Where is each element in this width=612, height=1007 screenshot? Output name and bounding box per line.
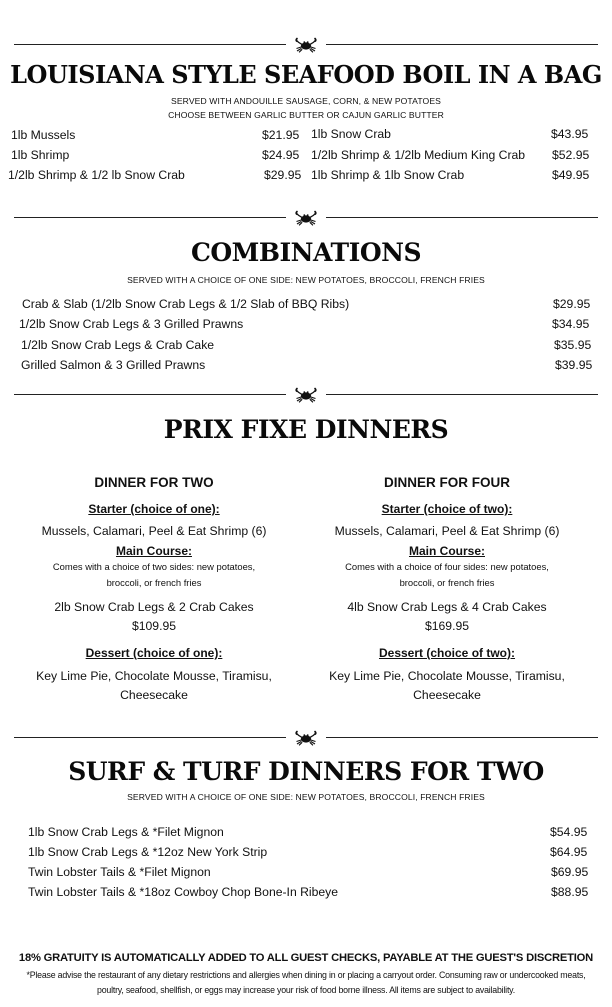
menu-item-name: Grilled Salmon & 3 Grilled Prawns xyxy=(21,358,206,372)
menu-item-name: 1lb Snow Crab Legs & *Filet Mignon xyxy=(28,825,224,839)
dinner-heading: DINNER FOR TWO xyxy=(94,475,214,490)
main-course-item: 2lb Snow Crab Legs & 2 Crab Cakes xyxy=(54,600,254,614)
divider-line xyxy=(326,737,598,738)
menu-item-name: 1lb Snow Crab xyxy=(311,127,391,141)
section-divider xyxy=(14,37,598,53)
menu-item-price: $29.95 xyxy=(553,297,591,311)
divider-line xyxy=(14,394,286,395)
section-divider xyxy=(14,387,598,403)
section-divider xyxy=(14,210,598,226)
menu-item-name: 1/2lb Snow Crab Legs & 3 Grilled Prawns xyxy=(19,317,244,331)
allergy-disclaimer: *Please advise the restaurant of any dietary restrictions and allergies when dining in or placing a carryout order. Consuming raw or undercooked meats, xyxy=(26,970,586,980)
menu-item-name: 1lb Shrimp & 1lb Snow Crab xyxy=(311,168,465,182)
menu-item-price: $69.95 xyxy=(551,865,589,879)
combinations-title: COMBINATIONS xyxy=(190,238,422,267)
dinner-for-two xyxy=(4,475,304,702)
dinner-heading: DINNER FOR FOUR xyxy=(384,475,510,490)
surf-turf-title: SURF & TURF DINNERS FOR TWO xyxy=(68,757,544,786)
starter-label: Starter (choice of two): xyxy=(381,502,513,516)
menu-item-name: 1lb Snow Crab Legs & *12oz New York Strip xyxy=(28,845,268,859)
boil-title: LOUISIANA STYLE SEAFOOD BOIL IN A BAG xyxy=(10,60,602,89)
section-divider xyxy=(14,730,598,746)
main-course-note: broccoli, or french fries xyxy=(106,577,202,588)
divider-line xyxy=(14,737,286,738)
divider-line xyxy=(326,394,598,395)
dinner-for-four xyxy=(297,475,597,702)
menu-item-price: $29.95 xyxy=(264,168,302,182)
menu-item-name: 1/2lb Shrimp & 1/2lb Medium King Crab xyxy=(311,148,526,162)
menu-item-name: Twin Lobster Tails & *18oz Cowboy Chop Bone-In Ribeye xyxy=(28,885,339,899)
menu-item-price: $88.95 xyxy=(551,885,589,899)
crab-icon xyxy=(293,729,319,746)
divider-line xyxy=(326,44,598,45)
starter-items: Mussels, Calamari, Peel & Eat Shrimp (6) xyxy=(334,524,560,538)
crab-icon xyxy=(293,209,319,226)
divider-line xyxy=(14,44,286,45)
dessert-label: Dessert (choice of two): xyxy=(378,646,516,660)
menu-item-name: 1/2lb Snow Crab Legs & Crab Cake xyxy=(21,338,215,352)
prix-fixe-title: PRIX FIXE DINNERS xyxy=(163,415,449,444)
main-course-note: broccoli, or french fries xyxy=(399,577,495,588)
dessert-label: Dessert (choice of one): xyxy=(85,646,223,660)
menu-item-price: $39.95 xyxy=(555,358,593,372)
dessert-items: Key Lime Pie, Chocolate Mousse, Tiramisu, xyxy=(329,669,565,683)
surf-turf-subtitle: SERVED WITH A CHOICE OF ONE SIDE: NEW POTATOES, BROCCOLI, FRENCH FRIES xyxy=(127,792,485,802)
starter-label: Starter (choice of one): xyxy=(88,502,220,516)
dessert-items: Key Lime Pie, Chocolate Mousse, Tiramisu, xyxy=(36,669,272,683)
main-course-item: 4lb Snow Crab Legs & 4 Crab Cakes xyxy=(347,600,547,614)
dinner-price: $169.95 xyxy=(424,619,470,633)
starter-items: Mussels, Calamari, Peel & Eat Shrimp (6) xyxy=(41,524,267,538)
menu-item-name: 1lb Mussels xyxy=(11,128,76,142)
boil-subtitle: SERVED WITH ANDOUILLE SAUSAGE, CORN, & NEW POTATOES xyxy=(171,96,441,106)
dinner-price: $109.95 xyxy=(131,619,177,633)
divider-line xyxy=(14,217,286,218)
allergy-disclaimer: poultry, seafood, shellfish, or eggs may increase your risk of food borne illness. All items are subject to availability. xyxy=(97,985,515,995)
menu-item-name: 1lb Shrimp xyxy=(11,148,70,162)
menu-item-price: $64.95 xyxy=(550,845,588,859)
main-course-note: Comes with a choice of two sides: new potatoes, xyxy=(52,561,256,572)
menu-item-name: Twin Lobster Tails & *Filet Mignon xyxy=(28,865,211,879)
combinations-subtitle: SERVED WITH A CHOICE OF ONE SIDE: NEW POTATOES, BROCCOLI, FRENCH FRIES xyxy=(127,275,485,285)
dessert-items: Cheesecake xyxy=(120,688,188,702)
menu-item-price: $21.95 xyxy=(262,128,300,142)
main-course-label: Main Course: xyxy=(408,544,485,558)
crab-icon xyxy=(293,36,319,53)
menu-item-price: $54.95 xyxy=(550,825,588,839)
menu-item-price: $24.95 xyxy=(262,148,300,162)
menu-item-price: $49.95 xyxy=(552,168,590,182)
divider-line xyxy=(326,217,598,218)
main-course-label: Main Course: xyxy=(115,544,192,558)
boil-subtitle: CHOOSE BETWEEN GARLIC BUTTER OR CAJUN GARLIC BUTTER xyxy=(168,110,444,120)
menu-item-price: $52.95 xyxy=(552,148,590,162)
gratuity-notice: 18% GRATUITY IS AUTOMATICALLY ADDED TO ALL GUEST CHECKS, PAYABLE AT THE GUEST'S DISCRETION xyxy=(18,952,594,964)
menu-item-name: Crab & Slab (1/2lb Snow Crab Legs & 1/2 Slab of BBQ Ribs) xyxy=(22,297,350,311)
main-course-note: Comes with a choice of four sides: new potatoes, xyxy=(345,561,549,572)
menu-item-price: $35.95 xyxy=(554,338,592,352)
dessert-items: Cheesecake xyxy=(413,688,481,702)
menu-item-price: $43.95 xyxy=(551,127,589,141)
menu-item-name: 1/2lb Shrimp & 1/2 lb Snow Crab xyxy=(8,168,185,182)
menu-item-price: $34.95 xyxy=(552,317,590,331)
crab-icon xyxy=(293,386,319,403)
